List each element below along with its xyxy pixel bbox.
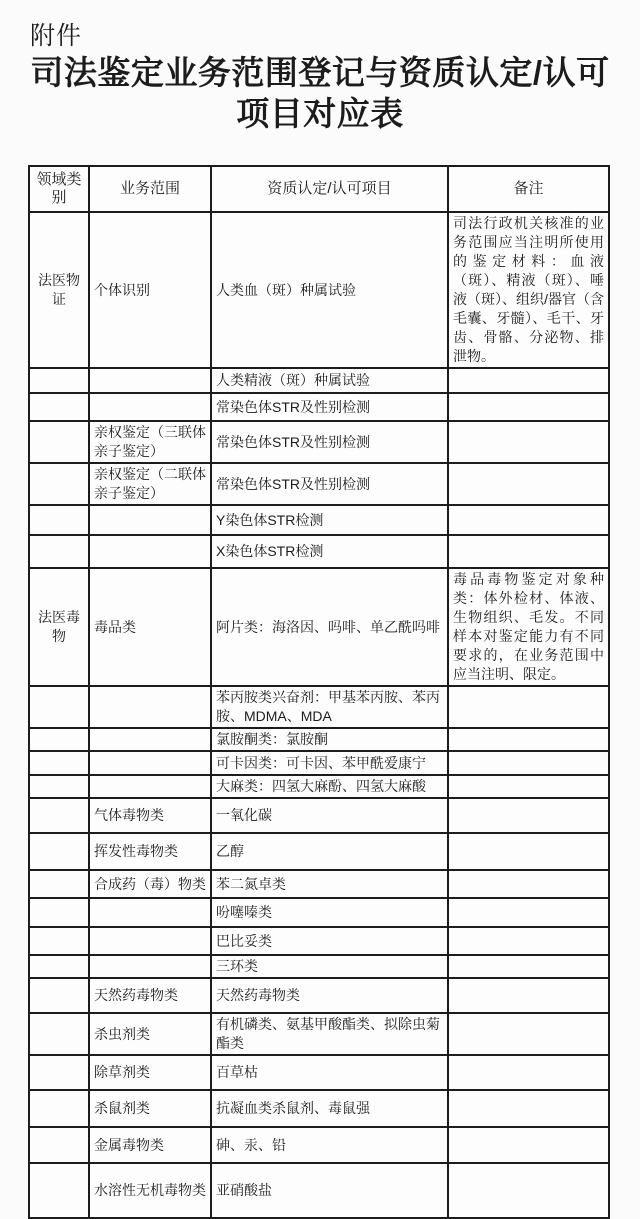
- cell-domain-category: [29, 955, 89, 978]
- table-row: [29, 798, 609, 833]
- table-row: [29, 898, 609, 927]
- cell-business-scope: 毒品类: [89, 568, 211, 686]
- cell-remark: [448, 421, 609, 463]
- cell-business-scope: 金属毒物类: [89, 1127, 211, 1163]
- cell-domain-category: [29, 775, 89, 798]
- cell-qualification-project: 苯二氮卓类: [211, 870, 448, 898]
- cell-domain-category: [29, 1127, 89, 1163]
- cell-qualification-project: 阿片类：海洛因、吗啡、单乙酰吗啡: [211, 568, 448, 686]
- cell-business-scope: [89, 751, 211, 775]
- page-title-line2: 项目对应表: [236, 95, 404, 132]
- cell-domain-category: [29, 1013, 89, 1055]
- table-row: [29, 1055, 609, 1090]
- cell-business-scope: [89, 728, 211, 751]
- cell-qualification-project: X染色体STR检测: [211, 535, 448, 568]
- cell-qualification-project: Y染色体STR检测: [211, 505, 448, 535]
- cell-remark: [448, 833, 609, 870]
- cell-business-scope: 挥发性毒物类: [89, 833, 211, 870]
- cell-remark: [448, 927, 609, 955]
- cell-remark: [448, 870, 609, 898]
- cell-domain-category: [29, 898, 89, 927]
- cell-business-scope: [89, 535, 211, 568]
- cell-business-scope: [89, 368, 211, 393]
- cell-remark: [448, 728, 609, 751]
- page-title-line1: 司法鉴定业务范围登记与资质认定/认可: [30, 54, 610, 91]
- page-title: [0, 52, 640, 134]
- table-row: [29, 393, 609, 421]
- table-row: [29, 463, 609, 505]
- cell-remark: [448, 1090, 609, 1127]
- header-remarks: 备注: [448, 166, 609, 212]
- cell-remark: [448, 798, 609, 833]
- cell-qualification-project: 抗凝血类杀鼠剂、毒鼠强: [211, 1090, 448, 1127]
- cell-remark: [448, 1055, 609, 1090]
- cell-remark: [448, 1013, 609, 1055]
- header-qualification-project: 资质认定/认可项目: [211, 166, 448, 212]
- cell-domain-category: [29, 728, 89, 751]
- cell-remark: [448, 535, 609, 568]
- cell-business-scope: 水溶性无机毒物类: [89, 1163, 211, 1218]
- cell-domain-category: [29, 535, 89, 568]
- cell-qualification-project: 三环类: [211, 955, 448, 978]
- cell-remark: [448, 368, 609, 393]
- table-row: [29, 728, 609, 751]
- cell-qualification-project: 有机磷类、氨基甲酸酯类、拟除虫菊酯类: [211, 1013, 448, 1055]
- cell-qualification-project: 一氧化碳: [211, 798, 448, 833]
- cell-remark: 毒品毒物鉴定对象种类：体外检材、体液、生物组织、毛发。不同样本对鉴定能力有不同要求的，在业务范围中应当注明、限定。: [448, 568, 609, 686]
- cell-business-scope: [89, 955, 211, 978]
- cell-qualification-project: 常染色体STR及性别检测: [211, 421, 448, 463]
- table-row: [29, 978, 609, 1013]
- cell-remark: [448, 751, 609, 775]
- cell-business-scope: 天然药毒物类: [89, 978, 211, 1013]
- cell-qualification-project: 吩噻嗪类: [211, 898, 448, 927]
- cell-domain-category: [29, 833, 89, 870]
- cell-business-scope: 亲权鉴定（二联体亲子鉴定）: [89, 463, 211, 505]
- table-row: [29, 368, 609, 393]
- cell-business-scope: [89, 775, 211, 798]
- table-row: [29, 212, 609, 368]
- table-row: [29, 833, 609, 870]
- cell-remark: [448, 775, 609, 798]
- attachment-label: 附件: [30, 22, 83, 50]
- cell-business-scope: [89, 686, 211, 728]
- cell-domain-category: [29, 927, 89, 955]
- table-row: [29, 751, 609, 775]
- cell-domain-category: [29, 870, 89, 898]
- cell-remark: [448, 1127, 609, 1163]
- cell-qualification-project: 苯丙胺类兴奋剂：甲基苯丙胺、苯丙胺、MDMA、MDA: [211, 686, 448, 728]
- table-row: [29, 927, 609, 955]
- cell-domain-category: [29, 1090, 89, 1127]
- cell-qualification-project: 乙醇: [211, 833, 448, 870]
- cell-business-scope: [89, 898, 211, 927]
- cell-qualification-project: 亚硝酸盐: [211, 1163, 448, 1218]
- table-row: [29, 870, 609, 898]
- cell-business-scope: [89, 393, 211, 421]
- cell-remark: [448, 686, 609, 728]
- cell-business-scope: 亲权鉴定（三联体亲子鉴定）: [89, 421, 211, 463]
- cell-domain-category: [29, 368, 89, 393]
- table-row: [29, 505, 609, 535]
- cell-remark: [448, 463, 609, 505]
- cell-qualification-project: 氯胺酮类：氯胺酮: [211, 728, 448, 751]
- cell-remark: [448, 505, 609, 535]
- cell-domain-category: [29, 393, 89, 421]
- cell-domain-category: 法医物证: [29, 212, 89, 368]
- cell-business-scope: 个体识别: [89, 212, 211, 368]
- header-business-scope: 业务范围: [89, 166, 211, 212]
- cell-business-scope: 合成药（毒）物类: [89, 870, 211, 898]
- cell-domain-category: [29, 505, 89, 535]
- cell-remark: 司法行政机关核准的业务范围应当注明所使用的鉴定材料：血液（斑）、精液（斑）、唾液（斑）、组织/器官（含毛囊、牙髓）、毛干、牙齿、骨骼、分泌物、排泄物。: [448, 212, 609, 368]
- cell-qualification-project: 巴比妥类: [211, 927, 448, 955]
- table-row: [29, 1163, 609, 1218]
- cell-domain-category: [29, 978, 89, 1013]
- table-row: [29, 686, 609, 728]
- table-row: [29, 568, 609, 686]
- cell-qualification-project: 常染色体STR及性别检测: [211, 393, 448, 421]
- cell-qualification-project: 百草枯: [211, 1055, 448, 1090]
- cell-qualification-project: 天然药毒物类: [211, 978, 448, 1013]
- cell-qualification-project: 大麻类：四氢大麻酚、四氢大麻酸: [211, 775, 448, 798]
- cell-remark: [448, 393, 609, 421]
- table-row: [29, 1127, 609, 1163]
- cell-domain-category: [29, 686, 89, 728]
- cell-remark: [448, 898, 609, 927]
- cell-domain-category: [29, 751, 89, 775]
- cell-qualification-project: 常染色体STR及性别检测: [211, 463, 448, 505]
- table-row: [29, 421, 609, 463]
- cell-business-scope: 杀鼠剂类: [89, 1090, 211, 1127]
- cell-business-scope: 杀虫剂类: [89, 1013, 211, 1055]
- correspondence-table: [28, 165, 610, 1219]
- table-row: [29, 535, 609, 568]
- header-domain-category: 领域类别: [29, 166, 89, 212]
- cell-business-scope: [89, 927, 211, 955]
- table-row: [29, 775, 609, 798]
- cell-remark: [448, 955, 609, 978]
- cell-remark: [448, 1163, 609, 1218]
- cell-qualification-project: 可卡因类：可卡因、苯甲酰爱康宁: [211, 751, 448, 775]
- cell-domain-category: [29, 421, 89, 463]
- table-row: [29, 955, 609, 978]
- cell-remark: [448, 978, 609, 1013]
- cell-domain-category: [29, 463, 89, 505]
- cell-domain-category: [29, 1055, 89, 1090]
- cell-qualification-project: 人类精液（斑）种属试验: [211, 368, 448, 393]
- cell-business-scope: 除草剂类: [89, 1055, 211, 1090]
- cell-domain-category: [29, 1163, 89, 1218]
- cell-business-scope: 气体毒物类: [89, 798, 211, 833]
- cell-qualification-project: 人类血（斑）种属试验: [211, 212, 448, 368]
- cell-domain-category: 法医毒物: [29, 568, 89, 686]
- cell-qualification-project: 砷、汞、铅: [211, 1127, 448, 1163]
- cell-business-scope: [89, 505, 211, 535]
- cell-domain-category: [29, 798, 89, 833]
- table-header-row: [29, 166, 609, 212]
- table-row: [29, 1090, 609, 1127]
- table-row: [29, 1013, 609, 1055]
